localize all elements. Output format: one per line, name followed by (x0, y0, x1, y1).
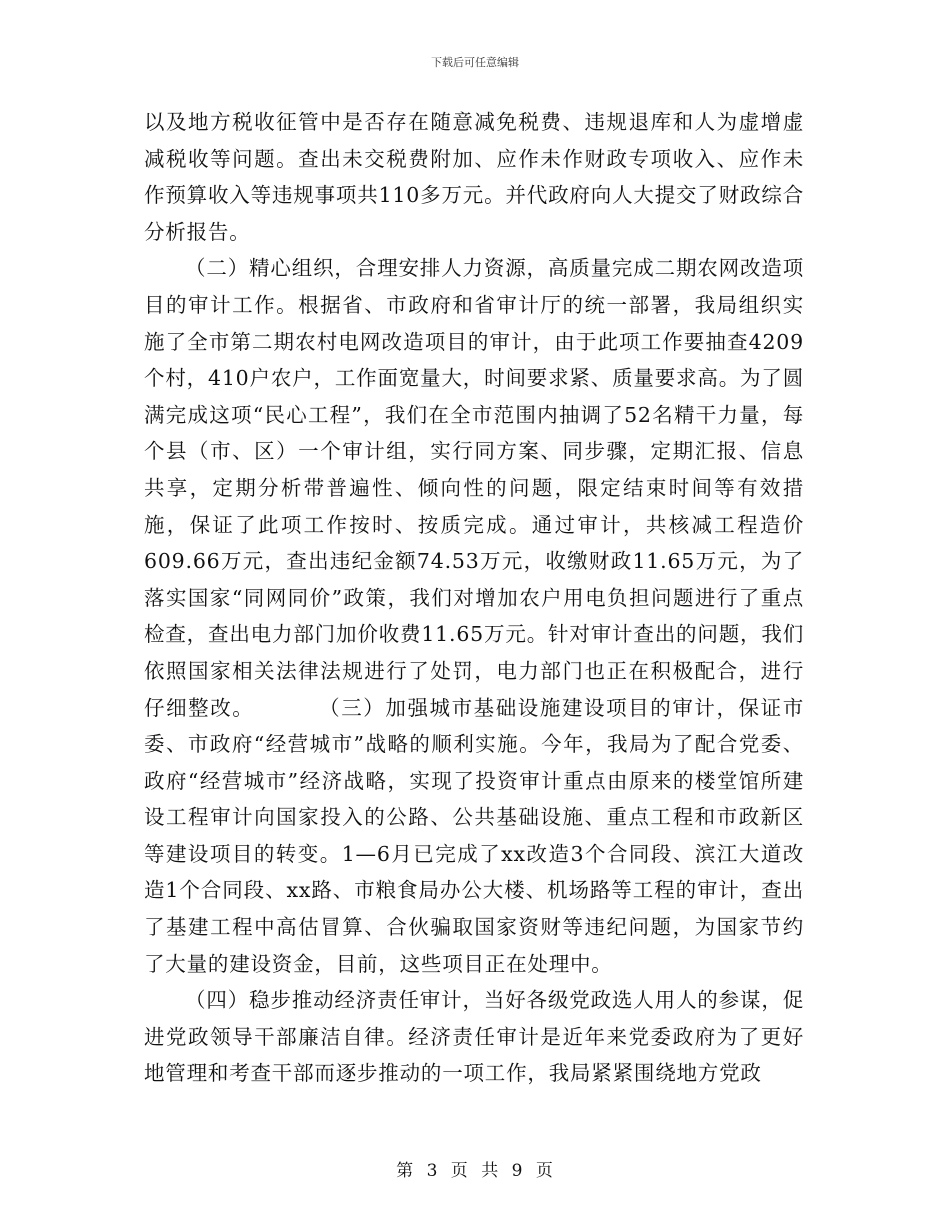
footer-current-page: 3 (426, 1161, 439, 1181)
paragraph-3-text: （三）加强城市基础设施建设项目的审计，保证市委、市政府“经营城市”战略的顺利实施。今年，我局为了配合党委、政府“经营城市”经济战略，实现了投资审计重点由原来的楼堂馆所建设工程审计向国家投入的公路、公共基础设施、重点工程和市政新区等建设项目的转变。1—6月已完成了xx改造3个合同段、滨江大道改造1个合同段、xx路、市粮食局办公大楼、机场路等工程的审计，查出了基建工程中高估冒算、合伙骗取国家资财等违纪问题，为国家节约了大量的建设资金，目前，这些项目正在处理中。 (144, 695, 804, 976)
paragraph-4: （四）稳步推动经济责任审计，当好各级党政选人用人的参谋，促进党政领导干部廉洁自律。经济责任审计是近年来党委政府为了更好地管理和考查干部而逐步推动的一项工作，我局紧紧围绕地方党政 (144, 988, 804, 1086)
paragraph-2-text: （二）精心组织，合理安排人力资源，高质量完成二期农网改造项目的审计工作。根据省、市政府和省审计厅的统一部署，我局组织实施了全市第二期农村电网改造项目的审计，由于此项工作要抽查4209个村，410户农户，工作面宽量大，时间要求紧、质量要求高。为了圆满完成这项“民心工程”，我们在全市范围内抽调了52名精干力量，每个县（市、区）一个审计组，实行同方案、同步骤，定期汇报、信息共享，定期分析带普遍性、倾向性的问题，限定结束时间等有效措施，保证了此项工作按时、按质完成。通过审计，共核减工程造价609.66万元，查出违纪金额74.53万元，收缴财政11.65万元，为了落实国家“同网同价”政策，我们对增加农户用电负担问题进行了重点检查，查出电力部门加价收费11.65万元。针对审计查出的问题，我们依照国家相关法律法规进行了处罚，电力部门也正在积极配合，进行仔细整改。 (144, 256, 804, 720)
footer-suffix: 页 (535, 1161, 554, 1181)
document-body (144, 104, 804, 1092)
header-note: 下载后可任意编辑 (431, 56, 519, 69)
paragraph-2 (144, 250, 804, 982)
footer-prefix: 第 (396, 1161, 415, 1181)
footer-total-pages: 9 (511, 1161, 524, 1181)
page-footer (0, 1156, 950, 1181)
footer-mid2: 共 (481, 1161, 500, 1181)
paragraph-1: 以及地方税收征管中是否存在随意减免税费、违规退库和人为虚增虚减税收等问题。查出未交税费附加、应作未作财政专项收入、应作未作预算收入等违规事项共110多万元。并代政府向人大提交了财政综合分析报告。 (144, 110, 804, 244)
footer-mid1: 页 (450, 1161, 469, 1181)
